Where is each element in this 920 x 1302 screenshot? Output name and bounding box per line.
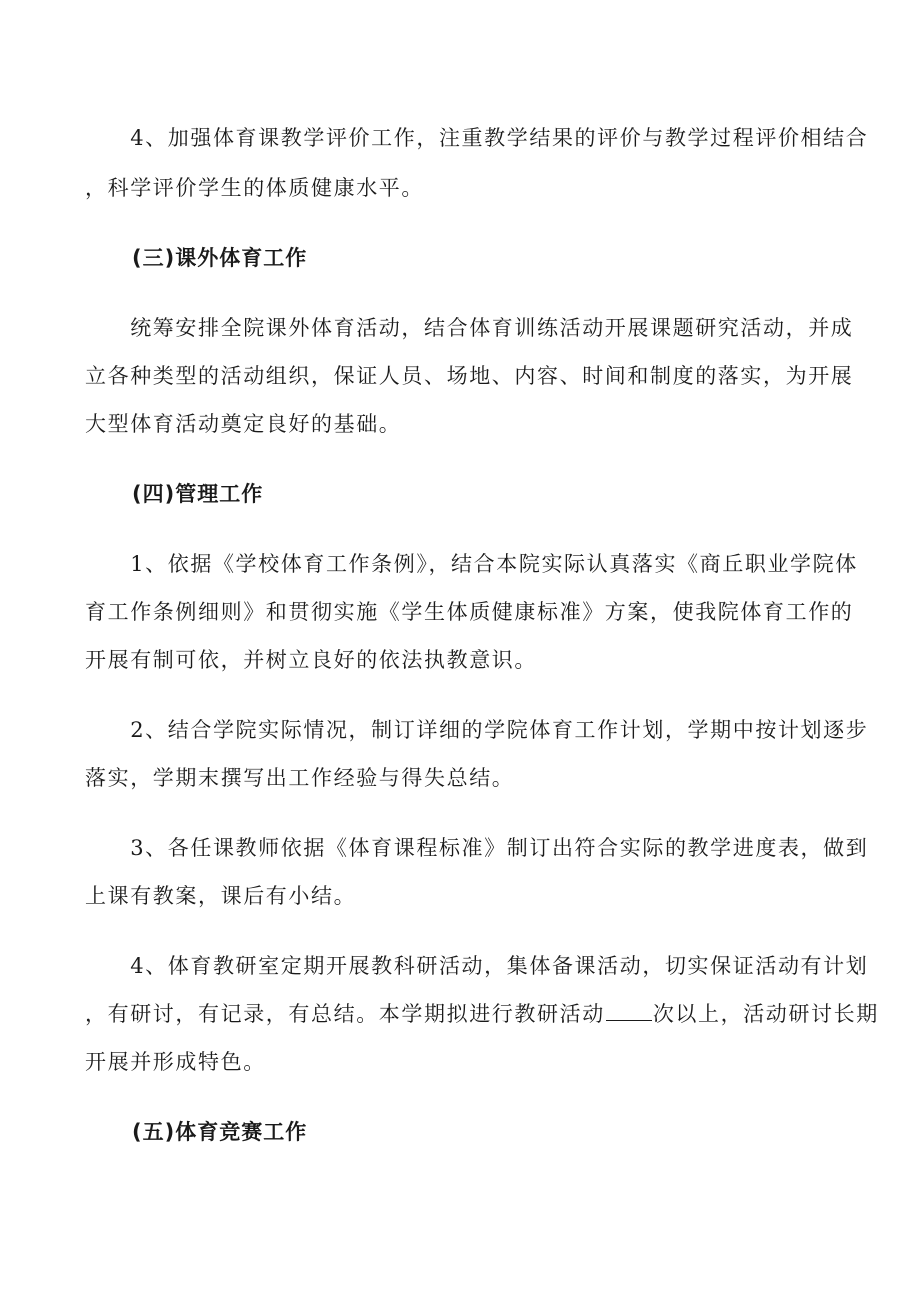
paragraph-line bbox=[85, 998, 879, 1028]
paragraph-line: 统筹安排全院课外体育活动，结合体育训练活动开展课题研究活动，并成 bbox=[85, 316, 854, 340]
paragraph-line: 育工作条例细则》和贯彻实施《学生体质健康标准》方案，使我院体育工作的 bbox=[85, 600, 854, 624]
paragraph-line: 开展并形成特色。 bbox=[85, 1050, 266, 1074]
section-heading-5: (五)体育竞赛工作 bbox=[132, 1120, 308, 1144]
section-heading-3: (三)课外体育工作 bbox=[132, 246, 308, 270]
section-heading-4: (四)管理工作 bbox=[132, 482, 264, 506]
paragraph-line: 2、结合学院实际情况，制订详细的学院体育工作计划，学期中按计划逐步 bbox=[85, 718, 869, 742]
paragraph-line: 立各种类型的活动组织，保证人员、场地、内容、时间和制度的落实，为开展 bbox=[85, 364, 854, 388]
paragraph-line: 大型体育活动奠定良好的基础。 bbox=[85, 412, 402, 436]
paragraph-line: 4、加强体育课教学评价工作，注重教学结果的评价与教学过程评价相结合 bbox=[85, 126, 869, 150]
fill-in-blank bbox=[606, 1019, 652, 1021]
paragraph-line: ，科学评价学生的体质健康水平。 bbox=[85, 176, 424, 200]
paragraph-line: 开展有制可依，并树立良好的依法执教意识。 bbox=[85, 648, 537, 672]
paragraph-line: 落实，学期末撰写出工作经验与得失总结。 bbox=[85, 766, 515, 790]
paragraph-text: ，有研讨，有记录，有总结。本学期拟进行教研活动 bbox=[85, 1002, 605, 1026]
paragraph-line: 3、各任课教师依据《体育课程标准》制订出符合实际的教学进度表，做到 bbox=[85, 836, 869, 860]
paragraph-text: 次以上，活动研讨长期 bbox=[652, 1002, 879, 1026]
paragraph-line: 4、体育教研室定期开展教科研活动，集体备课活动，切实保证活动有计划 bbox=[85, 954, 869, 978]
paragraph-line: 1、依据《学校体育工作条例》，结合本院实际认真落实《商丘职业学院体 bbox=[85, 552, 858, 576]
paragraph-line: 上课有教案，课后有小结。 bbox=[85, 884, 357, 908]
